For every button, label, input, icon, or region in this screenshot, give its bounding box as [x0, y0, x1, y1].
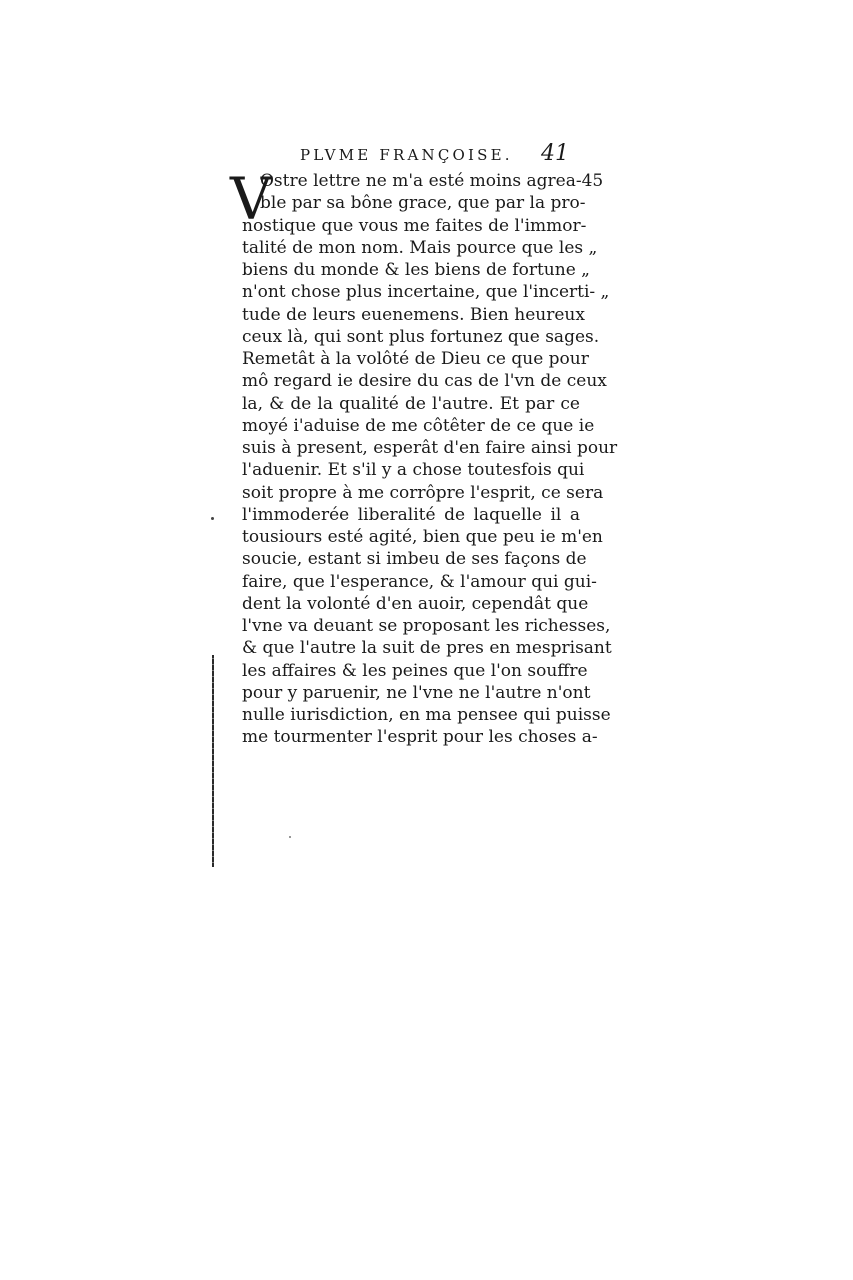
text-line: les affaires & les peines que l'on souffre — [242, 660, 588, 681]
text-line: l'aduenir. Et s'il y a chose toutesfois qui — [242, 460, 585, 481]
text-line: pour y paruenir, ne l'vne ne l'autre n'ont — [242, 682, 591, 703]
text-line: soucie, estant si imbeu de ses façons de — [242, 549, 587, 570]
drop-cap: V — [230, 165, 272, 233]
running-head: PLVME FRANÇOISE. — [300, 146, 513, 164]
text-line: tousiours esté agité, bien que peu ie m'en — [242, 527, 603, 547]
text-line: faire, que l'esperance, & l'amour qui gui- — [242, 571, 597, 592]
text-line: mô regard ie desire du cas de l'vn de ceux — [242, 371, 607, 392]
margin-mark — [211, 517, 214, 520]
text-line: l'vne va deuant se proposant les richesses, — [242, 616, 611, 636]
text-line: biens du monde & les biens de fortune „ — [242, 260, 590, 280]
binding-edge-mark — [212, 655, 214, 867]
page-number: 41 — [541, 141, 569, 166]
text-line: Ostre lettre ne m'a esté moins agrea-45 — [260, 171, 604, 191]
text-line: talité de mon nom. Mais pource que les „ — [242, 237, 598, 258]
text-line: ble par sa bône grace, que par la pro- — [260, 193, 586, 214]
text-block — [242, 170, 618, 749]
text-line: suis à present, esperât d'en faire ainsi pour — [242, 438, 618, 458]
text-line: l'immoderée liberalité de laquelle il a — [242, 504, 580, 525]
text-line: nostique que vous me faites de l'immor- — [242, 215, 587, 236]
text-line: ceux là, qui sont plus fortunez que sages. — [242, 326, 600, 347]
text-line: soit propre à me corrôpre l'esprit, ce sera — [242, 482, 604, 503]
text-line: nulle iurisdiction, en ma pensee qui puisse — [242, 705, 611, 725]
speck-mark — [289, 836, 291, 838]
text-line: n'ont chose plus incertaine, que l'incerti- „ — [242, 282, 610, 303]
text-line: Remetât à la volôté de Dieu ce que pour — [242, 349, 589, 369]
text-line: moyé i'aduise de me côtêter de ce que ie — [242, 415, 595, 436]
text-line: la, & de la qualité de l'autre. Et par ce — [242, 393, 580, 414]
text-line: & que l'autre la suit de pres en mesprisant — [242, 638, 612, 659]
text-line: dent la volonté d'en auoir, cependât que — [242, 593, 589, 614]
text-line: tude de leurs euenemens. Bien heureux — [242, 304, 585, 325]
text-line: me tourmenter l'esprit pour les choses a- — [242, 727, 598, 748]
